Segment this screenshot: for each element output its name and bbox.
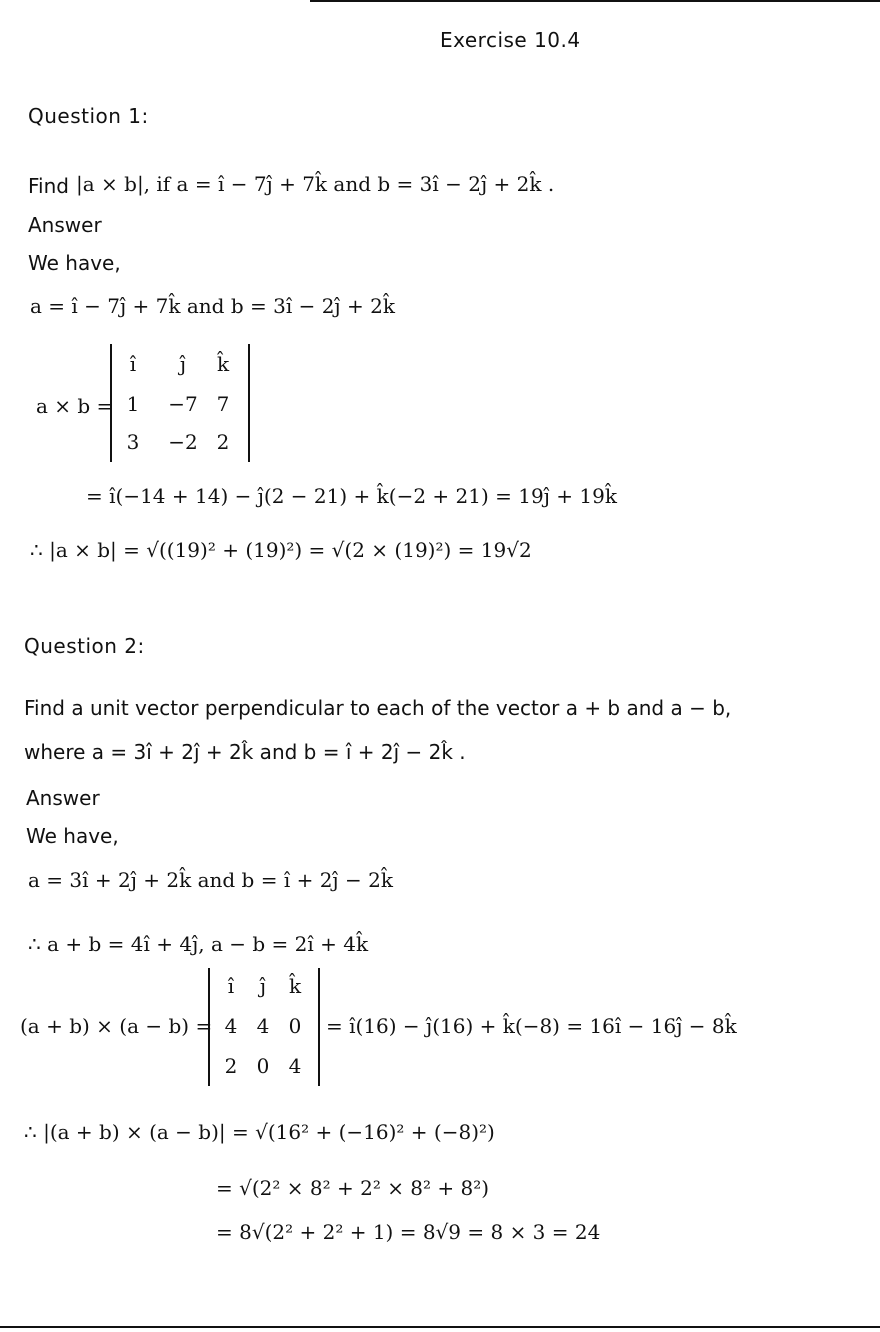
q1-heading: Question 1: [28, 104, 149, 128]
q2-det-cell: 0 [288, 1014, 302, 1038]
q1-prompt-math: |a × b|, if a = î − 7ĵ + 7k̂ and b = 3î − 2ĵ + 2k̂ . [76, 172, 555, 196]
q1-det-cell: 3 [126, 430, 140, 454]
q2-we-have: We have, [26, 824, 119, 848]
q1-magnitude: ∴ |a × b| = √((19)² + (19)²) = √(2 × (19)²) = 19√2 [30, 538, 532, 562]
q1-expansion: = î(−14 + 14) − ĵ(2 − 21) + k̂(−2 + 21) = 19ĵ + 19k̂ [86, 484, 617, 508]
q1-det-cell: 2 [216, 430, 230, 454]
q2-heading: Question 2: [24, 634, 145, 658]
q2-answer-label: Answer [26, 786, 100, 810]
q2-det-cell: k̂ [288, 974, 302, 998]
q2-det-cell: 2 [224, 1054, 238, 1078]
q2-magnitude-line2: = √(2² × 8² + 2² × 8² + 8²) [216, 1176, 490, 1200]
q1-det-cell: 1 [126, 392, 140, 416]
q2-det-cell: î [227, 974, 235, 998]
q2-sum-difference: ∴ a + b = 4î + 4ĵ, a − b = 2î + 4k̂ [28, 932, 369, 956]
bottom-rule [0, 1326, 880, 1328]
q1-det-cell: −7 [168, 392, 198, 416]
q2-determinant [208, 968, 320, 1086]
q1-det-cell: î [129, 352, 137, 376]
q2-det-cell: 4 [288, 1054, 302, 1078]
q2-given-vectors: a = 3î + 2ĵ + 2k̂ and b = î + 2ĵ − 2k̂ [28, 868, 393, 892]
q1-det-cell: 7 [216, 392, 230, 416]
q2-magnitude-line3: = 8√(2² + 2² + 1) = 8√9 = 8 × 3 = 24 [216, 1220, 601, 1244]
q1-answer-label: Answer [28, 213, 102, 237]
q1-given-vectors: a = î − 7ĵ + 7k̂ and b = 3î − 2ĵ + 2k̂ [30, 294, 395, 318]
q2-prompt-line2: where a = 3î + 2ĵ + 2k̂ and b = î + 2ĵ − 2k̂ . [24, 740, 466, 764]
q1-determinant [110, 344, 250, 462]
q2-det-result: = î(16) − ĵ(16) + k̂(−8) = 16î − 16ĵ − 8k̂ [326, 1014, 737, 1038]
q1-we-have: We have, [28, 251, 121, 275]
q1-det-cell: k̂ [216, 352, 230, 376]
top-rule [310, 0, 880, 2]
q2-det-cell: 4 [224, 1014, 238, 1038]
q1-det-cell: −2 [168, 430, 198, 454]
q1-det-label: a × b = [36, 394, 114, 418]
q1-prompt-find: Find [28, 174, 69, 198]
q2-prompt-line1: Find a unit vector perpendicular to each of the vector a + b and a − b, [24, 696, 732, 720]
q2-magnitude-line1: ∴ |(a + b) × (a − b)| = √(16² + (−16)² + (−8)²) [24, 1120, 495, 1144]
exercise-title: Exercise 10.4 [440, 28, 581, 52]
q2-det-cell: 4 [256, 1014, 270, 1038]
q1-det-cell: ĵ [179, 352, 187, 376]
q2-det-cell: ĵ [259, 974, 267, 998]
q2-det-label: (a + b) × (a − b) = [20, 1014, 213, 1038]
q2-det-cell: 0 [256, 1054, 270, 1078]
